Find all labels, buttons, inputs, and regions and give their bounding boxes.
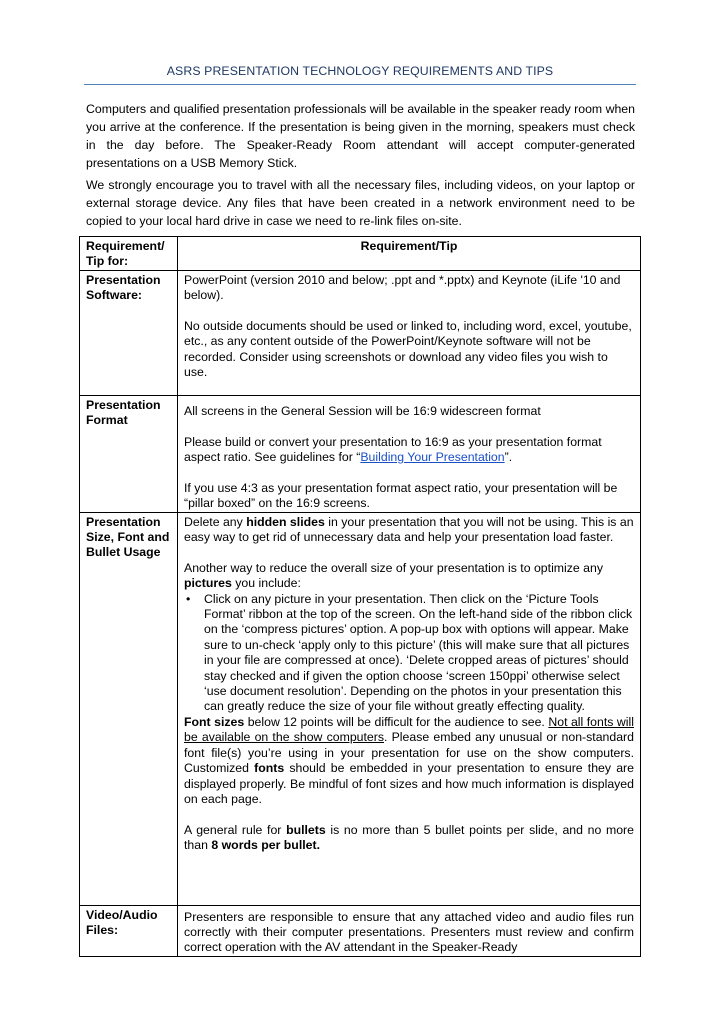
row-label-size: Presentation Size, Font and Bullet Usage <box>80 512 178 905</box>
building-presentation-link[interactable]: Building Your Presentation <box>360 450 505 465</box>
intro-paragraph-1: Computers and qualified presentation professionals will be available in the speaker ready room when you arrive at the conference. If the presentation is being given in the morning, speakers must check in the day before. The Speaker-Ready Room attendant will accept computer-generated presentations on a USB Memory Stick. <box>86 102 635 170</box>
row-content-size <box>178 512 641 905</box>
list-item: • Click on any picture in your presentation. Then click on the ‘Picture Tools Format’ ribbon at the top of the screen. On the left-hand side of the ribbon click on the ‘compress pictures’ option. A pop-up box with options will appear. Make sure to un-check ‘apply only to this picture’ (this will make sure that all pictures in your file are compressed at once). ‘Delete cropped areas of pictures’ should stay checked and if given the option choose ‘screen 150ppi’ otherwise select ‘use document resolution’. Depending on the photos in your presentation this can greatly reduce the size of your file without greatly effecting quality. <box>186 591 633 714</box>
page-header-title: ASRS PRESENTATION TECHNOLOGY REQUIREMENTS AND TIPS <box>166 64 554 78</box>
row-label-video-audio: Video/Audio Files: <box>80 905 178 956</box>
header-divider <box>84 84 636 85</box>
format-text-3: If you use 4:3 as your presentation format aspect ratio, your presentation will be “pillar boxed” on the 16:9 screens. <box>184 480 618 511</box>
software-text-1: PowerPoint (version 2010 and below; .ppt and *.pptx) and Keynote (iLife '10 and below). <box>184 272 621 303</box>
row-label-software: Presentation Software: <box>80 270 178 395</box>
table-row-video-audio <box>80 905 641 956</box>
picture-compression-list <box>184 592 634 715</box>
software-text-2: No outside documents should be used or linked to, including word, excel, youtube, etc., as any content outside of the PowerPoint/Keynote software will not be recorded. Consider using screenshots or download any video files you wish to use. <box>184 319 632 380</box>
size-text-1: Delete any hidden slides in your presentation that you will not be using. This is an easy way to get rid of unnecessary data and help your presentation load faster. <box>184 514 634 545</box>
av-text-1: Presenters are responsible to ensure that any attached video and audio files run correctly with their computer presentations. Presenters must review and confirm correct operation with the AV attendant in the Speaker-Ready <box>184 909 634 955</box>
size-text-3: Font sizes below 12 points will be difficult for the audience to see. Not all fonts will be available on the show computers. Please embed any unusual or non-standard font file(s) you’re using in your presentation for use on the show computers. Customized fonts should be embedded in your presentation to ensure they are displayed properly. Be mindful of font sizes and how much information is displayed on each page. <box>184 714 634 806</box>
row-content-software <box>178 270 641 395</box>
bullet-icon: • <box>186 591 191 606</box>
table-row-format <box>80 395 641 512</box>
size-text-2: Another way to reduce the overall size of your presentation is to optimize any pictures you include: <box>184 560 604 591</box>
format-text-2: Please build or convert your presentation to 16:9 as your presentation format aspect ratio. See guidelines for “Building Your Presentation”. <box>184 434 602 465</box>
column-header-requirement-for: Requirement/ Tip for: <box>80 237 178 271</box>
requirements-table <box>79 236 641 957</box>
row-label-format: Presentation Format <box>80 395 178 512</box>
column-header-requirement-tip: Requirement/Tip <box>178 237 641 271</box>
intro-paragraph-2: We strongly encourage you to travel with all the necessary files, including videos, on your laptop or external storage device. Any files that have been created in a network environment need to be copied to your local hard drive in case we need to re-link files on-site. <box>86 178 635 228</box>
format-text-1: All screens in the General Session will be 16:9 widescreen format <box>184 403 541 418</box>
row-content-format <box>178 395 641 512</box>
row-content-video-audio <box>178 905 641 956</box>
size-text-4: A general rule for bullets is no more than 5 bullet points per slide, and no more than 8 words per bullet. <box>184 822 634 853</box>
table-row-size <box>80 512 641 905</box>
table-row-software <box>80 270 641 395</box>
table-header-row <box>80 237 641 271</box>
